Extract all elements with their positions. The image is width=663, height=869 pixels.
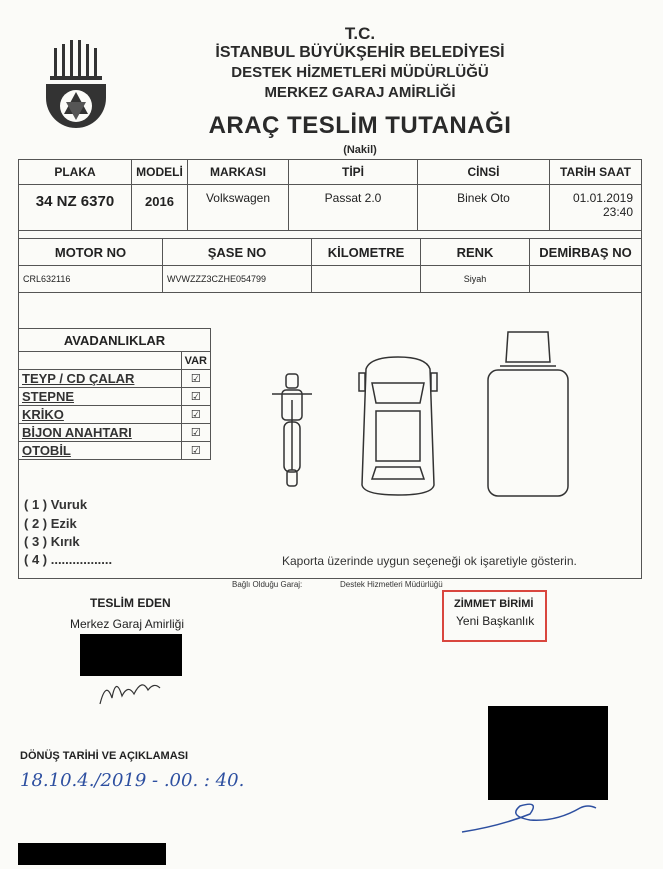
header-ibb: İSTANBUL BÜYÜKŞEHİR BELEDİYESİ: [215, 44, 505, 61]
return-label: DÖNÜŞ TARİHİ VE AÇIKLAMASI: [20, 750, 189, 762]
header-department: DESTEK HİZMETLERİ MÜDÜRLÜĞÜ: [231, 64, 489, 81]
delivered-by-value: Merkez Garaj Amirliği: [70, 617, 185, 631]
garage-value: Destek Hizmetleri Müdürlüğü: [340, 580, 443, 589]
engine-table: [18, 238, 642, 293]
col-marka: MARKASI: [188, 160, 289, 185]
signature-right: [460, 796, 610, 836]
document-subtitle: (Nakil): [343, 144, 377, 156]
col-sase-no: ŞASE NO: [163, 239, 312, 266]
vehicle-front-diagram: [486, 330, 570, 500]
list-item: [19, 370, 211, 388]
col-motor-no: MOTOR NO: [19, 239, 163, 266]
col-tip: TİPİ: [289, 160, 418, 185]
col-model: MODELİ: [132, 160, 188, 185]
delivered-by-label: TESLİM EDEN: [90, 596, 171, 610]
equipment-checkbox[interactable]: ☑: [181, 424, 210, 442]
equipment-name: KRİKO: [19, 406, 182, 424]
col-tarih: TARİH SAAT: [550, 160, 642, 185]
col-kilometre: KİLOMETRE: [312, 239, 421, 266]
return-handwritten: 18.10.4./2019 - .00. : 40.: [20, 770, 245, 791]
motor-no-value: CRL632116: [19, 266, 163, 293]
equipment-title: AVADANLIKLAR: [19, 329, 211, 352]
vehicle-side-diagram: [270, 370, 314, 490]
vehicle-table: [18, 159, 642, 231]
tarih-value: 01.01.2019: [572, 191, 633, 205]
damage-code-3: ( 3 ) Kırık: [24, 534, 80, 549]
equipment-name: STEPNE: [19, 388, 182, 406]
redaction-box: [18, 843, 166, 865]
list-item: [19, 442, 211, 460]
equipment-checkbox[interactable]: ☑: [181, 388, 210, 406]
col-demirbas-no: DEMİRBAŞ NO: [530, 239, 642, 266]
cins-value: Binek Oto: [418, 185, 550, 231]
col-renk: RENK: [421, 239, 530, 266]
demirbas-no-value: [530, 266, 642, 293]
tip-value: Passat 2.0: [289, 185, 418, 231]
damage-code-4: ( 4 ) .................: [24, 552, 113, 567]
signature-left: [96, 670, 166, 710]
saat-value: 23:40: [602, 205, 633, 219]
assigned-unit-label: ZİMMET BİRİMİ: [454, 598, 534, 610]
marka-value: Volkswagen: [188, 185, 289, 231]
col-plaka: PLAKA: [19, 160, 132, 185]
plaka-value: 34 NZ 6370: [19, 185, 132, 231]
damage-note: Kaporta üzerinde uygun seçeneği ok işaretiyle gösterin.: [282, 554, 577, 568]
equipment-name: OTOBİL: [19, 442, 182, 460]
var-label: VAR: [181, 352, 210, 370]
tarih-saat-value: [550, 185, 642, 231]
list-item: [19, 424, 211, 442]
damage-code-2: ( 2 ) Ezik: [24, 516, 77, 531]
col-cins: CİNSİ: [418, 160, 550, 185]
equipment-name: TEYP / CD ÇALAR: [19, 370, 182, 388]
list-item: [19, 406, 211, 424]
equipment-name: BİJON ANAHTARI: [19, 424, 182, 442]
redaction-box: [488, 706, 608, 800]
renk-value: Siyah: [421, 266, 530, 293]
garage-label: Bağlı Olduğu Garaj:: [232, 580, 303, 589]
header-tc: T.C.: [344, 24, 376, 43]
list-item: [19, 388, 211, 406]
kilometre-value: [312, 266, 421, 293]
damage-code-1: ( 1 ) Vuruk: [24, 497, 88, 512]
vehicle-top-diagram: [358, 355, 438, 497]
assigned-unit-box: [442, 590, 547, 642]
ibb-logo: [40, 40, 112, 140]
equipment-checkbox[interactable]: ☑: [181, 406, 210, 424]
model-value: 2016: [132, 185, 188, 231]
equipment-checkbox[interactable]: ☑: [181, 442, 210, 460]
assigned-unit-value: Yeni Başkanlık: [456, 614, 535, 628]
document-title: ARAÇ TESLİM TUTANAĞI: [208, 112, 512, 139]
equipment-table: [18, 328, 211, 460]
equipment-checkbox[interactable]: ☑: [181, 370, 210, 388]
sase-no-value: WVWZZZ3CZHE054799: [163, 266, 312, 293]
header-office: MERKEZ GARAJ AMİRLİĞİ: [264, 84, 456, 101]
